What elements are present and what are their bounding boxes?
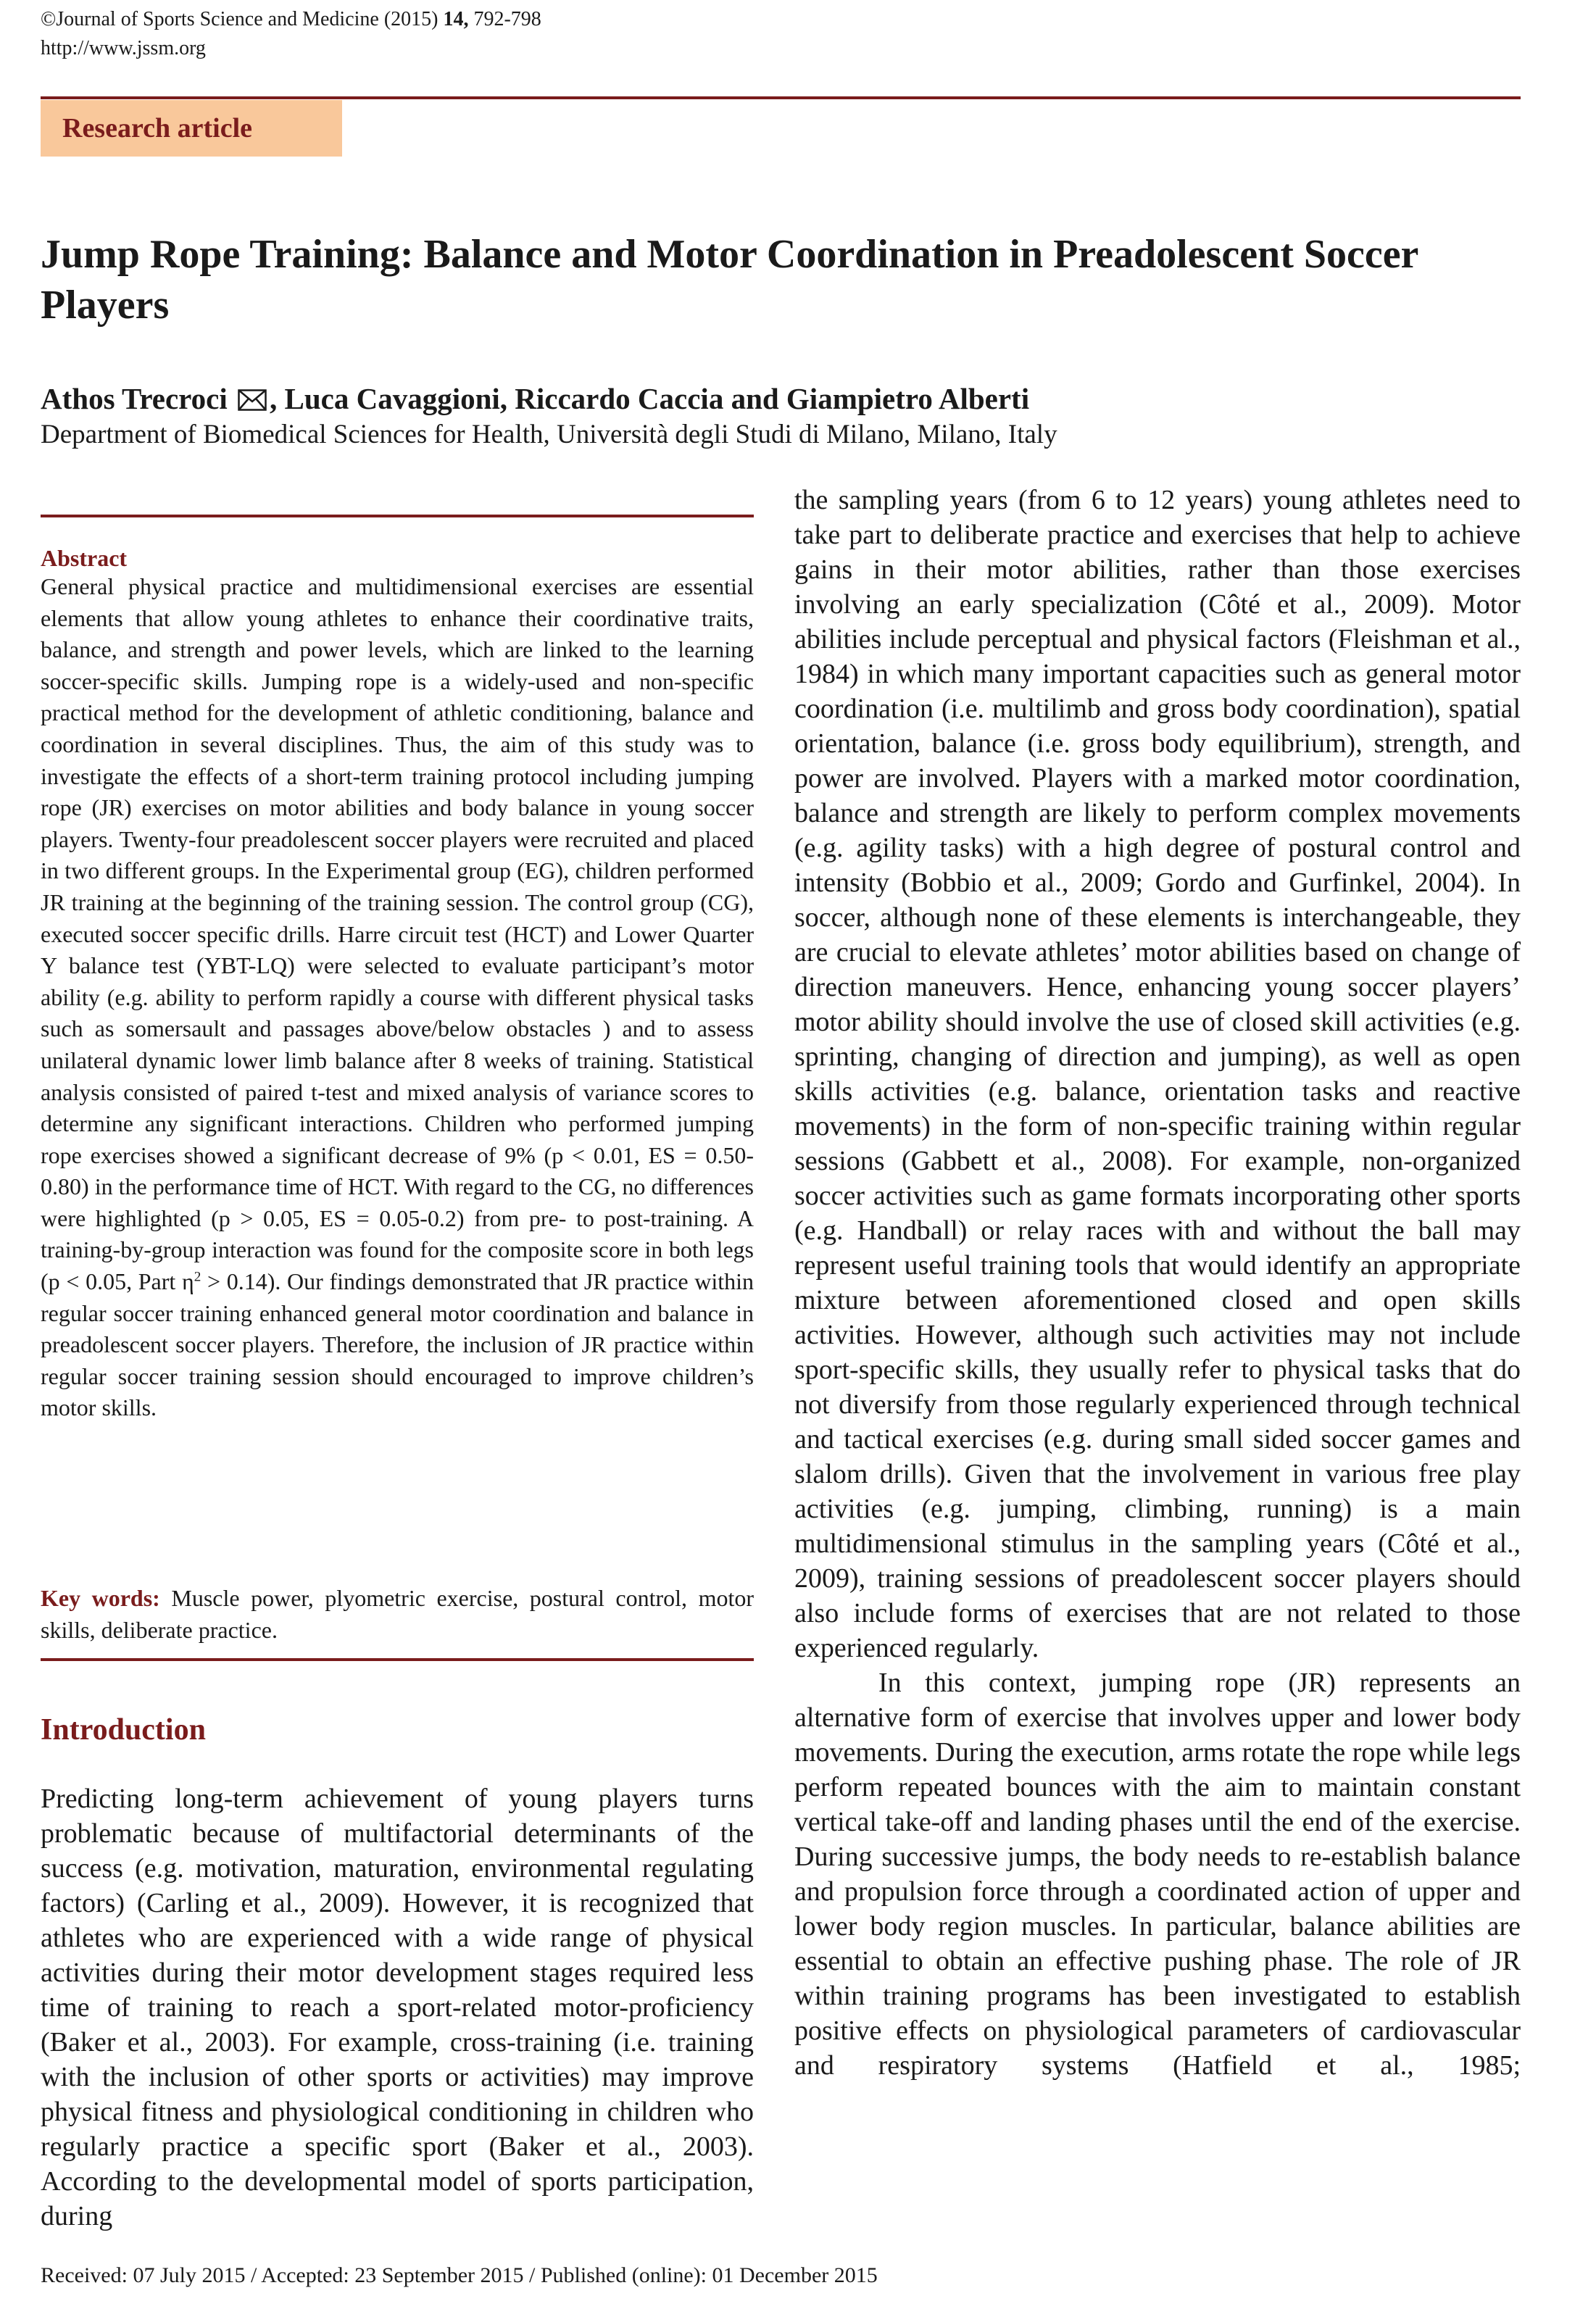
introduction-right-column (794, 483, 1521, 2083)
co-authors: , Luca Cavaggioni, Riccardo Caccia and Giampietro Alberti (269, 382, 1030, 415)
right-paragraph-2: In this context, jumping rope (JR) represents an alternative form of exercise that involves upper and lower body movements. During the execution, arms rotate the rope while legs perform repeated bounces with the aim to maintain constant vertical take-off and landing phases until the end of the exercise. During successive jumps, the body needs to re-establish balance and propulsion force through a coordinated action of upper and lower body region muscles. In particular, balance abilities are essential to obtain an effective pushing phase. The role of JR within training programs has been investigated to establish positive effects on physiological parameters of cardiovascular and respiratory systems (Hatfield et al., 1985; (794, 1668, 1521, 2081)
introduction-heading: Introduction (41, 1713, 206, 1747)
journal-url[interactable]: http://www.jssm.org (41, 37, 206, 59)
publication-dates: Received: 07 July 2015 / Accepted: 23 September 2015 / Published (online): 01 December 2015 (41, 2263, 878, 2287)
eta-exponent: 2 (194, 1269, 201, 1285)
abstract-heading: Abstract (41, 545, 128, 571)
abstract-text-part1: General physical practice and multidimensional exercises are essential elements that allow young athletes to enhance their coordinative traits, balance, and strength and power levels, which are linked to the learning soccer-specific skills. Jumping rope is a widely-used and non-specific practical method for the development of athletic conditioning, balance and coordination in several disciplines. Thus, the aim of this study was to investigate the effects of a short-term training protocol including jumping rope (JR) exercises on motor abilities and body balance in young soccer players. Twenty-four preadolescent soccer players were recruited and placed in two different groups. In the Experimental group (EG), children performed JR training at the beginning of the training session. The control group (CG), executed soccer specific drills. Harre circuit test (HCT) and Lower Quarter Y balance test (YBT-LQ) were selected to evaluate participant’s motor ability (e.g. ability to perform rapidly a course with different physical tasks such as somersault and passages above/below obstacles ) and to assess unilateral dynamic lower limb balance after 8 weeks of training. Statistical analysis consisted of paired t-test and mixed analysis of variance scores to determine any significant interactions. Children who performed jumping rope exercises showed a significant decrease of 9% (p < 0.01, ES = 0.50-0.80) in the performance time of HCT. With regard to the CG, no differences were highlighted (p > 0.05, ES = 0.05-0.2) from pre- to post-training. A training-by-group interaction was found for the composite score in both legs (p < 0.05, Part η (41, 573, 754, 1295)
journal-pages: 792-798 (473, 8, 541, 30)
keywords (41, 1582, 754, 1646)
author-list (41, 380, 1029, 417)
journal-citation (41, 7, 541, 32)
abstract-text-part2: > 0.14). Our findings demonstrated that JR practice within regular soccer training enhanced general motor coordination and balance in preadolescent soccer players. Therefore, the inclusion of JR practice within regular soccer training session should encouraged to improve children’s motor skills. (41, 1268, 755, 1421)
introduction-left-column: Predicting long-term achievement of young players turns problematic because of multifactorial determinants of the success (e.g. motivation, maturation, environmental regulating factors) (Carling et al., 2009). However, it is recognized that athletes who are experienced with a wide range of physical activities during their motor development stages required less time of training to reach a sport-related motor-proficiency (Baker et al., 2003). For example, cross-training (i.e. training with the inclusion of other sports or activities) may improve physical fitness and physiological conditioning in children who regularly practice a specific sport (Baker et al., 2003). According to the developmental model of sports participation, during (41, 1784, 754, 2231)
article-type-badge: Research article (41, 100, 342, 157)
corresponding-author: Athos Trecroci (41, 382, 228, 415)
top-divider (41, 96, 1521, 99)
mail-icon[interactable] (238, 389, 267, 411)
keywords-bottom-divider (41, 1658, 754, 1661)
right-paragraph-1: the sampling years (from 6 to 12 years) young athletes need to take part to deliberate practice and exercises that help to achieve gains in their motor abilities, rather than those exercises involving an early specialization (Côté et al., 2009). Motor abilities include perceptual and physical factors (Fleishman et al., 1984) in which many important capacities such as general motor coordination (i.e. multilimb and gross body coordination), spatial orientation, balance (i.e. gross body equilibrium), strength, and power are involved. Players with a marked motor coordination, balance and strength are likely to perform complex movements (e.g. agility tasks) with a high degree of postural control and intensity (Bobbio et al., 2009; Gordo and Gurfinkel, 2004). In soccer, although none of these elements is interchangeable, they are crucial to elevate athletes’ motor abilities based on change of direction maneuvers. Hence, enhancing young soccer players’ motor ability should involve the use of closed skill activities (e.g. sprinting, changing of direction and jumping), as well as open skills activities (e.g. balance, orientation tasks and reactive movements) in the form of non-specific training within regular sessions (Gabbett et al., 2008). For example, non-organized soccer activities such as game formats incorporating other sports (e.g. Handball) or relay races with and without the ball may represent useful training tools that would identify an appropriate mixture between aforementioned closed and open skills activities. However, although such activities may not include sport-specific skills, they usually refer to physical tasks that do not diversify from those regularly experienced through technical and tactical exercises (e.g. during small sided soccer games and slalom drills). Given that the involvement in various free play activities (e.g. jumping, climbing, running) is a main multidimensional stimulus in the sampling years (Côté et al., 2009), training sessions of preadolescent soccer players should also include forms of exercises that are not related to those experienced regularly. (794, 485, 1521, 1663)
abstract-text (41, 571, 754, 1424)
article-title: Jump Rope Training: Balance and Motor Coordination in Preadolescent Soccer Players (41, 232, 1418, 328)
abstract-top-divider (41, 515, 754, 517)
journal-name: ©Journal of Sports Science and Medicine (2015) (41, 8, 439, 30)
journal-volume: 14, (443, 8, 469, 30)
affiliation: Department of Biomedical Sciences for Health, Università degli Studi di Milano, Milano, Italy (41, 420, 1057, 449)
keywords-text: Muscle power, plyometric exercise, postural control, motor skills, deliberate practice. (41, 1585, 755, 1643)
keywords-label: Key words: (41, 1585, 160, 1611)
